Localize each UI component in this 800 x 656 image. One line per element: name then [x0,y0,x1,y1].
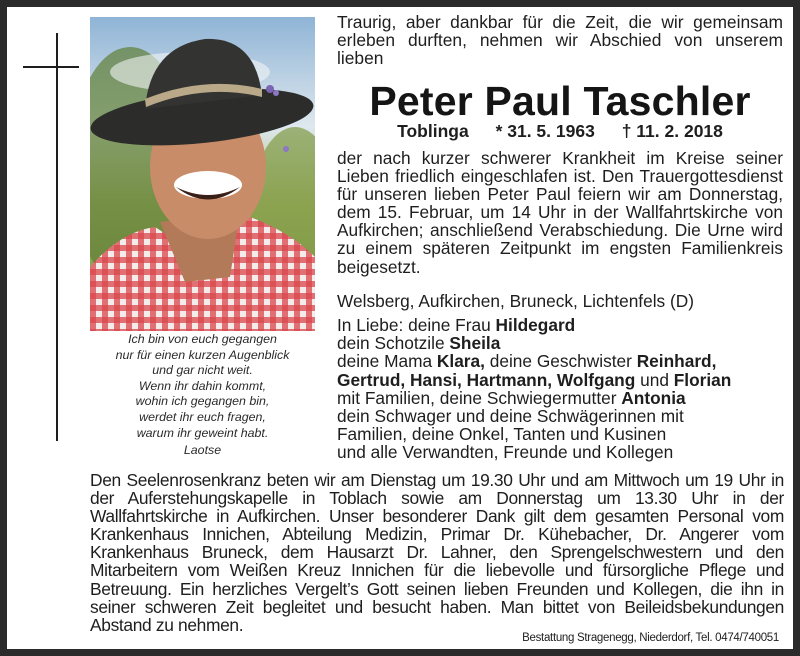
poem [90,332,315,459]
mourner-name: Antonia [621,387,686,408]
places-line: Welsberg, Aufkirchen, Bruneck, Lichtenfels (D) [337,291,694,311]
undertaker-info: Bestattung Stragenegg, Niederdorf, Tel. 0474/740051 [522,632,779,644]
mourners-text: und [635,369,674,390]
mourners-text: dein Schotzile [337,333,450,354]
nickname: Toblinga [397,121,469,141]
cross-icon-bar [23,66,79,68]
mourners-text: In Liebe: deine Frau [337,315,496,335]
mourner-name: Gertrud, Hansi, Hartmann, Wolfgang [337,369,636,390]
cross-icon [56,33,58,441]
mourner-name: Klara, [436,351,485,372]
mourners-line: dein Schwager und deine Schwägerinnen mit [337,406,684,427]
mourner-name: Reinhard, [636,351,717,372]
deceased-name: Peter Paul Taschler [369,78,751,124]
mourners-text: deine Mama [337,351,437,372]
mourners-line: Familien, deine Onkel, Tanten und Kusinen [337,424,667,445]
mourners-list [337,316,787,462]
poem-author: Laotse [183,443,222,458]
mourner-name: Hildegard [495,315,576,335]
intro-text: Traurig, aber dankbar für die Zeit, die wir gemeinsam erleben durften, nehmen wir Abschied von unserem lieben [337,12,783,68]
poem-line: und gar nicht weit. [152,363,253,378]
mourners-line [337,334,787,352]
mourners-line [337,316,787,334]
mourners-line [337,389,787,407]
poem-line: Wenn ihr dahin kommt, [138,378,267,393]
obituary-card [7,7,793,649]
mourners-line: und alle Verwandten, Freunde und Kollegen [337,442,674,463]
mourners-text: mit Familien, deine Schwiegermutter [337,387,622,408]
birth-date: * 31. 5. 1963 [495,121,595,141]
poem-line: Ich bin von euch gegangen [128,332,277,346]
announcement-body [337,149,783,276]
announcement-text: der nach kurzer schwerer Krankheit im Kreise seiner Lieben friedlich eingeschlafen ist. Den Trauergottesdienst für unseren lieben Peter Paul feiern wir am Donnerstag, dem 15. Februar, um 14 Uhr in der Wallfahrtskirche von Aufkirchen; anschließend Verabschiedung. Die Urne wird zu einem späteren Zeitpunkt im engsten Familienkreis beigesetzt. [337,148,783,277]
life-dates [337,121,783,141]
closing-text: Den Seelenrosenkranz beten wir am Dienstag um 19.30 Uhr und am Mittwoch um 19 Uhr in der Auferstehungskapelle in Toblach sowie am Donnerstag um 13.30 Uhr in der Wallfahrtskirche in Aufkirchen. Unser besonderer Dank gilt dem gesamten Personal vom Krankenhaus Innichen, Abteilung Medizin, Primar Dr. Kühebacher, Dr. Angerer vom Krankenhaus Bruneck, dem Hausarzt Dr. Lahner, den Sprengelschwestern und den Mitarbeitern vom Weißen Kreuz Innichen für die liebevolle und fürsorgliche Pflege und Betreuung. Ein herzliches Vergelt’s Gott seinen lieben Freunden und Kollegen, die ihn in seiner schweren Zeit begleitet und besucht haben. Man bittet von Beileidsbekundungen Abstand zu nehmen. [90,470,784,635]
death-date: † 11. 2. 2018 [621,121,723,141]
mourner-name: Florian [673,369,732,390]
mourners-line [337,371,787,389]
poem-line: nur für einen kurzen Augenblick [115,347,290,362]
poem-line: wohin ich gegangen bin, [135,394,270,409]
mourners-text: deine Geschwister [484,351,637,372]
poem-line: warum ihr geweint habt. [136,425,269,440]
poem-line: werdet ihr euch fragen, [139,409,266,424]
portrait-photo [90,17,315,331]
mourners-line [337,352,787,370]
mourner-name: Sheila [449,333,501,354]
